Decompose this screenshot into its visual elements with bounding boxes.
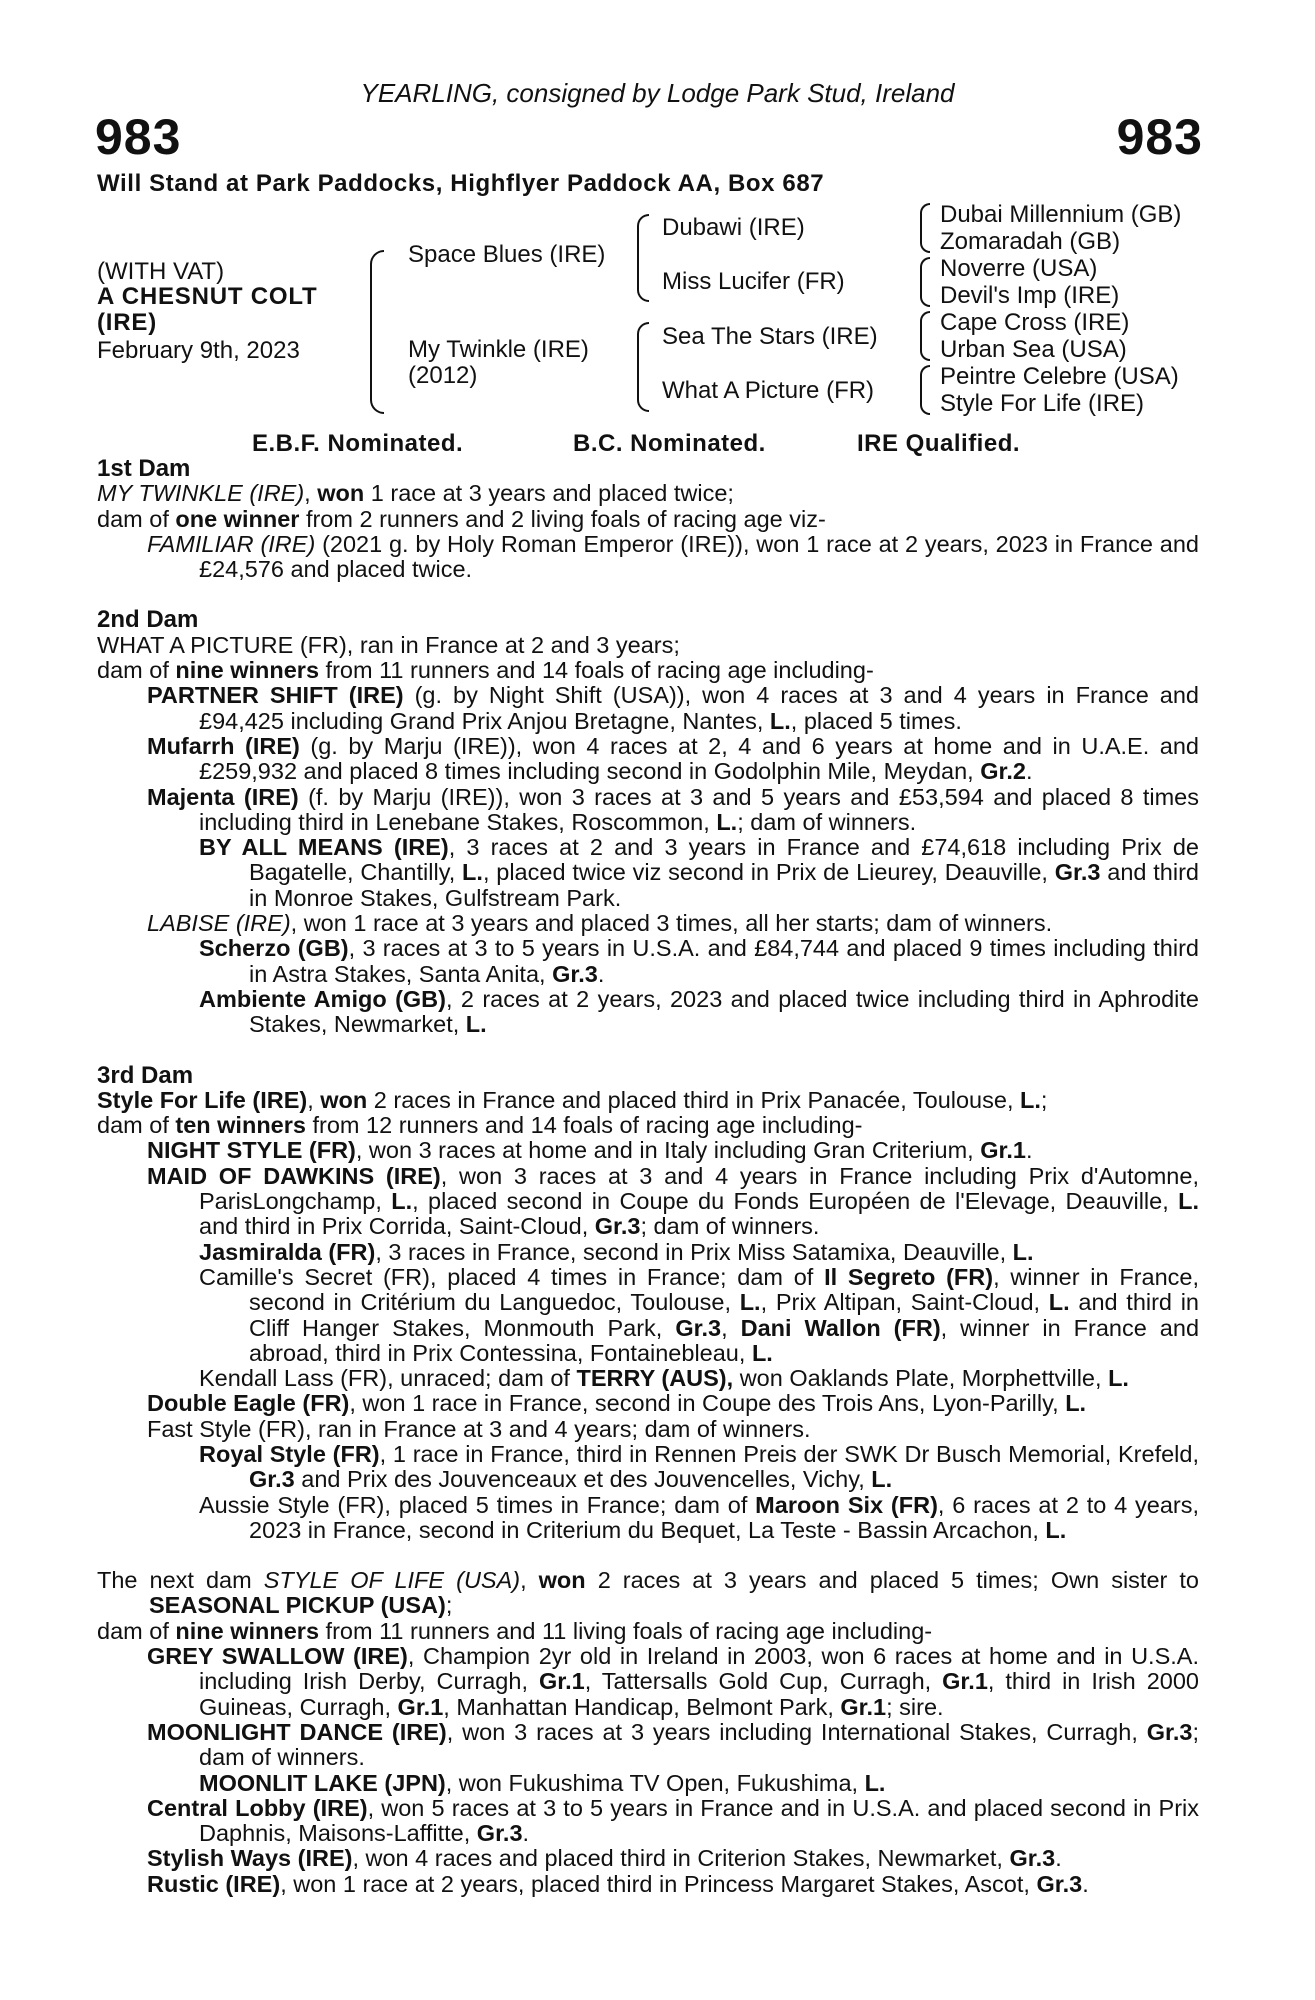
winners-count: ten winners [175,1112,306,1139]
sire-sire-sire: Dubai Millennium (GB) [940,201,1182,228]
horse-name: BY ALL MEANS (IRE) [199,834,449,861]
first-dam-summary: MY TWINKLE (IRE), won 1 race at 3 years and placed twice; [97,480,734,507]
won-label: won [317,480,365,507]
horse-name: GREY SWALLOW (IRE) [147,1643,408,1670]
produce-entry: Majenta (IRE) (f. by Marju (IRE)), won 3 races at 3 and 5 years and £53,594 and placed 8 times including third in Lenebane Stakes, Roscommon, L.; dam of winners. [147,783,1199,835]
dam-dam-sire: Peintre Celebre (USA) [940,363,1179,390]
lot-number-right: 983 [1116,109,1203,165]
dam-name: Style For Life (IRE) [97,1086,308,1113]
catalogue-body [97,456,1199,1897]
produce-entry: Camille's Secret (FR), placed 4 times in France; dam of Il Segreto (FR), winner in France, second in Critérium du Languedoc, Toulouse, L., Prix Altipan, Saint-Cloud, L. and third in Cliff Hanger Stakes, Monmouth Park, Gr.3, Dani Wallon (FR), winner in France and abroad, third in Prix Contessina, Fontainebleau, L. [199,1263,1200,1366]
won-label: won [320,1086,368,1113]
horse-origin: (IRE) [97,309,157,336]
horse-name: Double Eagle (FR) [147,1390,350,1417]
horse-name: PARTNER SHIFT (IRE) [147,682,404,709]
consignor-line: YEARLING, consigned by Lodge Park Stud, Ireland [360,78,955,108]
horse-name: Stylish Ways (IRE) [147,1845,353,1872]
horse-name: Royal Style (FR) [199,1440,380,1467]
horse-name: Majenta (IRE) [147,783,299,810]
horse-name: Mufarrh (IRE) [147,732,300,759]
next-dam-summary: The next dam STYLE OF LIFE (USA), won 2 races at 3 years and placed 5 times; Own sister to SEASONAL PICKUP (USA); [97,1567,1199,1619]
horse-dob: February 9th, 2023 [97,337,300,364]
dam-dam-dam: Style For Life (IRE) [940,390,1145,417]
dam-name: MY TWINKLE (IRE) [97,480,305,507]
dam-sire-sire: Cape Cross (IRE) [940,309,1130,336]
second-dam-produce: dam of nine winners from 11 runners and 14 foals of racing age including- [97,657,874,684]
horse-name: MOONLIGHT DANCE (IRE) [147,1718,447,1745]
horse-name: Jasmiralda (FR) [199,1238,376,1265]
sire-sire-dam: Zomaradah (GB) [940,228,1121,255]
produce-entry: Rustic (IRE), won 1 race at 2 years, placed third in Princess Margaret Stakes, Ascot, Gr.3. [147,1870,1089,1897]
second-dam-heading: 2nd Dam [97,606,199,634]
produce-entry: MAID OF DAWKINS (IRE), won 3 races at 3 and 4 years in France including Prix d'Automne, ParisLongchamp, L., placed second in Coupe du Fonds Européen de l'Elevage, Deauville, L. and third in Prix Corrida, Saint-Cloud, Gr.3; dam of winners. [147,1162,1199,1240]
produce-entry: Fast Style (FR), ran in France at 3 and 4 years; dam of winners. [147,1415,811,1442]
vat-note: (WITH VAT) [97,258,225,285]
dam-dam: What A Picture (FR) [662,377,875,404]
produce-entry: PARTNER SHIFT (IRE) (g. by Night Shift (USA)), won 4 races at 3 and 4 years in France and £94,425 including Grand Prix Anjou Bretagne, Nantes, L., placed 5 times. [147,682,1199,734]
produce-entry: NIGHT STYLE (FR), won 3 races at home and in Italy including Gran Criterium, Gr.1. [147,1137,1033,1164]
produce-entry: GREY SWALLOW (IRE), Champion 2yr old in Ireland in 2003, won 6 races at home and in U.S.A. including Irish Derby, Curragh, Gr.1, Tattersalls Gold Cup, Curragh, Gr.1, third in Irish 2000 Guineas, Curragh, Gr.1, Manhattan Handicap, Belmont Park, Gr.1; sire. [147,1643,1199,1720]
dam-sire-dam: Urban Sea (USA) [940,336,1127,363]
third-dam-produce: dam of ten winners from 12 runners and 14 foals of racing age including- [97,1112,863,1139]
pedigree-brace [637,322,649,412]
pedigree-brace [370,250,384,414]
horse-name: Ambiente Amigo (GB) [199,985,446,1012]
produce-entry: LABISE (IRE), won 1 race at 3 years and placed 3 times, all her starts; dam of winners. [147,910,1053,937]
pedigree-brace [920,311,930,361]
horse-name: A CHESNUT COLT [97,283,318,310]
horse-name: Dani Wallon (FR) [740,1314,941,1341]
produce-entry: Aussie Style (FR), placed 5 times in France; dam of Maroon Six (FR), 6 races at 2 to 4 years, 2023 in France, second in Criterium du Bequet, La Teste - Bassin Arcachon, L. [199,1491,1199,1543]
produce-entry: Jasmiralda (FR), 3 races in France, second in Prix Miss Satamixa, Deauville, L. [199,1238,1034,1265]
horse-name: FAMILIAR (IRE) [147,530,316,557]
ebf-nomination: E.B.F. Nominated. [252,430,464,457]
horse-name: Central Lobby (IRE) [147,1794,368,1821]
lot-number-left: 983 [95,109,182,165]
dam-year: (2012) [408,362,478,389]
horse-name: Maroon Six (FR) [755,1491,938,1518]
dam-sire: Sea The Stars (IRE) [662,323,878,350]
horse-name: NIGHT STYLE (FR) [147,1137,356,1164]
horse-name: Rustic (IRE) [147,1870,281,1897]
produce-entry: FAMILIAR (IRE) (2021 g. by Holy Roman Emperor (IRE)), won 1 race at 2 years, 2023 in France and £24,576 and placed twice. [147,530,1199,583]
sire-dam: Miss Lucifer (FR) [662,268,845,295]
sire-sire: Dubawi (IRE) [662,214,805,241]
produce-entry: Mufarrh (IRE) (g. by Marju (IRE)), won 4 races at 2, 4 and 6 years at home and in U.A.E. and £259,932 and placed 8 times including second in Godolphin Mile, Meydan, Gr.2. [147,732,1200,785]
sire-dam-dam: Devil's Imp (IRE) [940,282,1120,309]
produce-entry: Stylish Ways (IRE), won 4 races and placed third in Criterion Stakes, Newmarket, Gr.3. [147,1845,1062,1872]
produce-entry: Scherzo (GB), 3 races at 3 to 5 years in U.S.A. and £84,744 and placed 9 times including third in Astra Stakes, Santa Anita, Gr.3. [199,935,1199,987]
winners-count: nine winners [175,1617,320,1644]
next-dam-produce: dam of nine winners from 11 runners and 11 living foals of racing age including- [97,1617,933,1644]
pedigree-brace [920,203,930,253]
horse-name: SEASONAL PICKUP (USA) [149,1592,446,1619]
horse-name: MAID OF DAWKINS (IRE) [147,1162,441,1189]
third-dam-heading: 3rd Dam [97,1061,194,1089]
winners-count: one winner [175,505,300,532]
produce-entry: Royal Style (FR), 1 race in France, third in Rennen Preis der SWK Dr Busch Memorial, Krefeld, Gr.3 and Prix des Jouvenceaux et des Jouvencelles, Vichy, L. [199,1440,1199,1493]
dam-name: STYLE OF LIFE (USA) [263,1567,521,1594]
bc-nomination: B.C. Nominated. [573,430,766,457]
horse-name: Scherzo (GB) [199,935,349,962]
first-dam-produce: dam of one winner from 2 runners and 2 living foals of racing age viz- [97,505,826,532]
dam-name: My Twinkle (IRE) [408,336,589,363]
won-label: won [538,1567,586,1594]
pedigree-brace [920,365,930,415]
pedigree-brace [637,214,649,302]
sire-dam-sire: Noverre (USA) [940,255,1098,282]
produce-entry: BY ALL MEANS (IRE), 3 races at 2 and 3 years in France and £74,618 including Prix de Bagatelle, Chantilly, L., placed twice viz second in Prix de Lieurey, Deauville, Gr.3 and third in Monroe Stakes, Gulfstream Park. [199,834,1199,911]
winners-count: nine winners [175,657,320,684]
second-dam-summary: WHAT A PICTURE (FR), ran in France at 2 and 3 years; [97,631,680,658]
sire-name: Space Blues (IRE) [408,241,606,268]
horse-name: TERRY (AUS), [576,1365,734,1392]
produce-entry: Double Eagle (FR), won 1 race in France, second in Coupe des Trois Ans, Lyon-Parilly, L. [147,1390,1087,1417]
produce-entry: Central Lobby (IRE), won 5 races at 3 to 5 years in France and in U.S.A. and placed second in Prix Daphnis, Maisons-Laffitte, Gr.3. [147,1794,1199,1847]
horse-name: MOONLIT LAKE (JPN) [199,1769,446,1796]
produce-entry: Ambiente Amigo (GB), 2 races at 2 years, 2023 and placed twice including third in Aphrodite Stakes, Newmarket, L. [199,985,1199,1038]
horse-name: Il Segreto (FR) [824,1263,994,1290]
produce-entry: Kendall Lass (FR), unraced; dam of TERRY (AUS), won Oaklands Plate, Morphettville, L. [199,1365,1129,1392]
pedigree-brace [920,257,930,307]
first-dam-heading: 1st Dam [97,455,191,482]
stand-location: Will Stand at Park Paddocks, Highflyer Paddock AA, Box 687 [97,170,825,197]
produce-entry: MOONLIT LAKE (JPN), won Fukushima TV Open, Fukushima, L. [199,1769,886,1796]
horse-name: LABISE (IRE) [147,910,291,937]
produce-entry: MOONLIGHT DANCE (IRE), won 3 races at 3 years including International Stakes, Curragh, Gr.3; dam of winners. [147,1718,1200,1771]
third-dam-summary: Style For Life (IRE), won 2 races in France and placed third in Prix Panacée, Toulouse, L.; [97,1086,1048,1113]
ire-qualification: IRE Qualified. [857,430,1021,457]
